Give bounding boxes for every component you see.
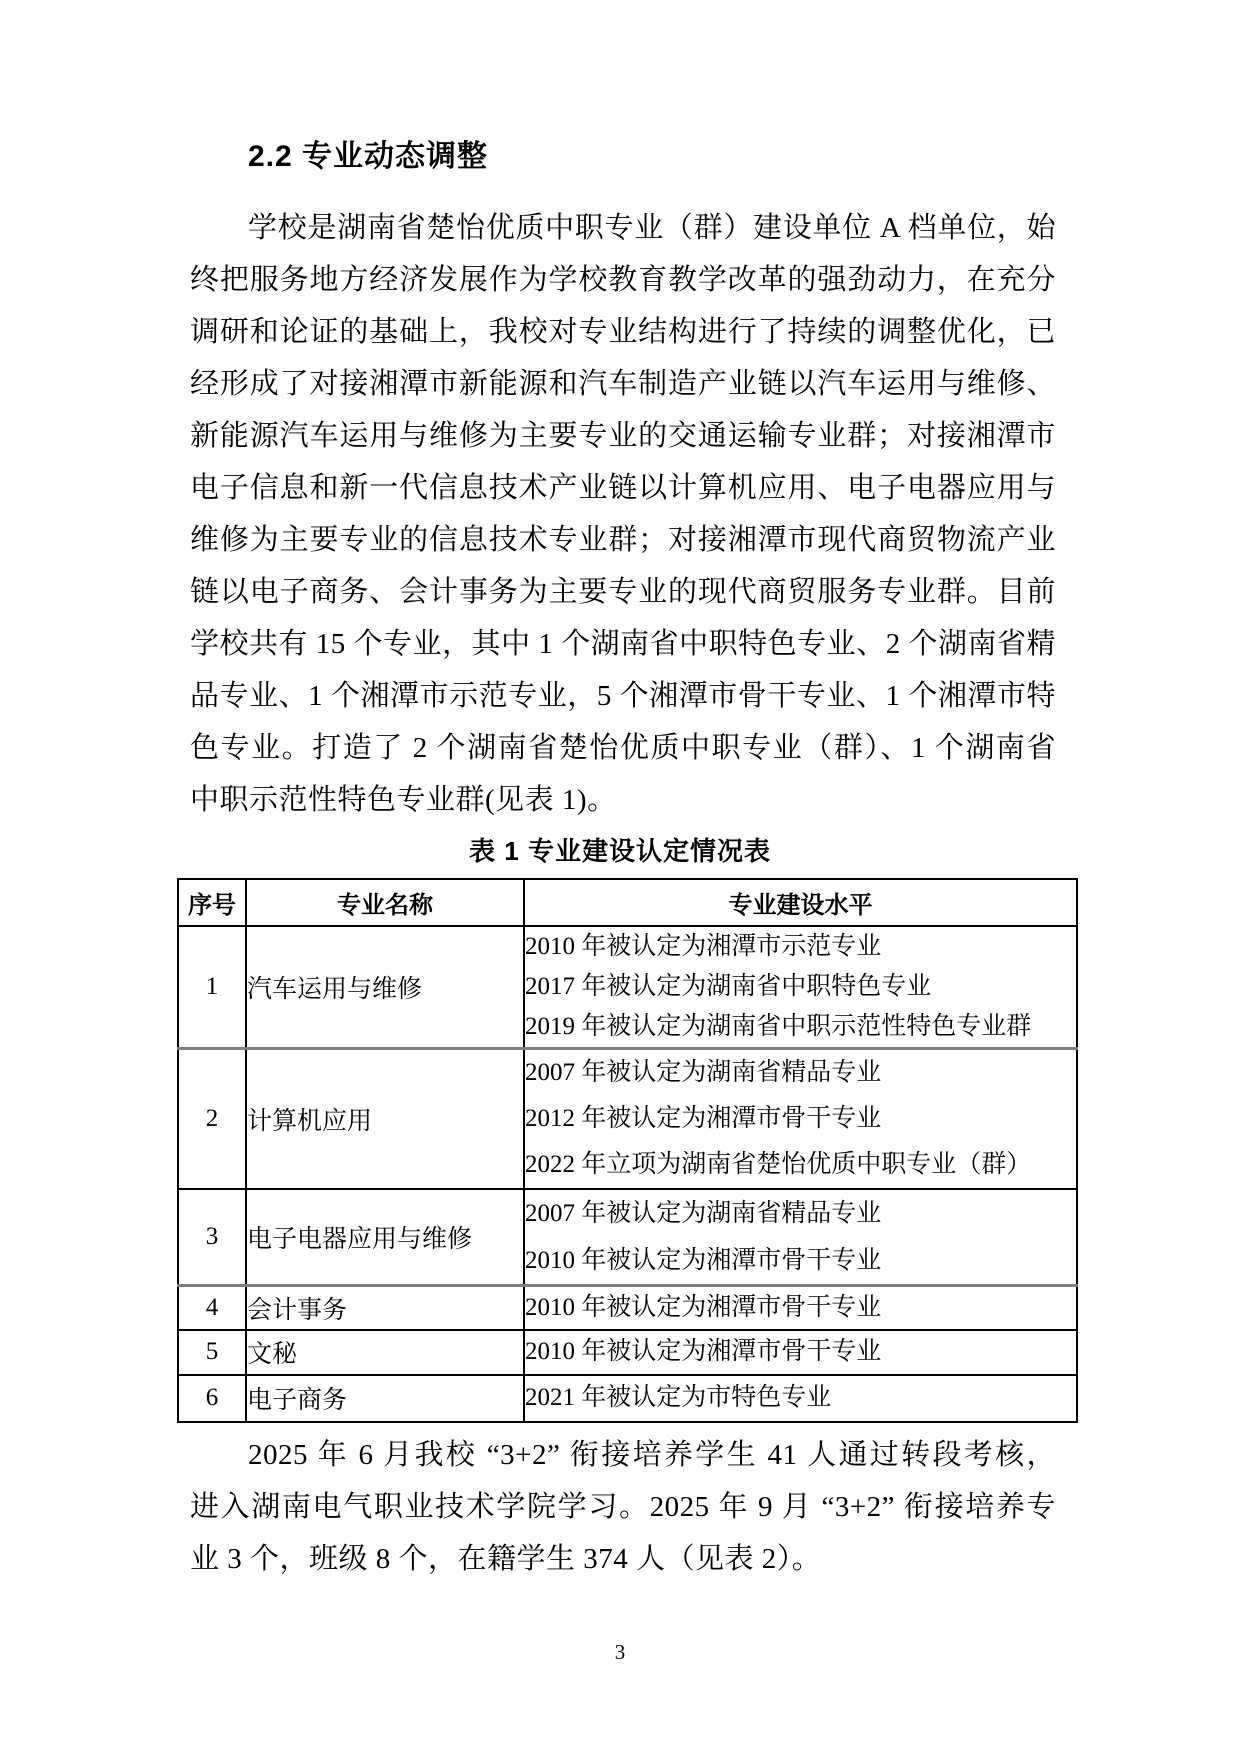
level-cell <box>524 1286 1077 1330</box>
paragraph-line: 2025 年 6 月我校 “3+2” 衔接培养学生 41 人通过转段考核， <box>248 1438 1056 1471</box>
major-recognition-table <box>177 878 1078 1423</box>
page-number: 3 <box>614 1639 626 1664</box>
paragraph-line: 学校共有 15 个专业，其中 1 个湖南省中职特色专业、2 个湖南省精 <box>190 628 1056 660</box>
section-heading: 2.2 专业动态调整 <box>248 140 489 173</box>
paragraph-line: 链以电子商务、会计事务为主要专业的现代商贸服务专业群。目前 <box>190 576 1056 608</box>
major-name-cell: 电子商务 <box>246 1375 524 1422</box>
level-cell <box>524 1375 1077 1422</box>
level-line: 2017 年被认定为湖南省中职特色专业 <box>525 973 932 1000</box>
row-number-cell: 3 <box>178 1189 246 1286</box>
paragraph-line: 新能源汽车运用与维修为主要专业的交通运输专业群；对接湘潭市 <box>190 420 1056 452</box>
major-name-cell: 汽车运用与维修 <box>246 926 524 1049</box>
paragraph-line: 电子信息和新一代信息技术产业链以计算机应用、电子电器应用与 <box>190 472 1056 504</box>
header-cell-level: 专业建设水平 <box>524 879 1077 926</box>
row-number-cell: 6 <box>178 1375 246 1422</box>
table-row <box>178 1375 1077 1422</box>
paragraph-3plus2 <box>190 1429 1056 1585</box>
paragraph-line: 色专业。打造了 2 个湖南省楚怡优质中职专业（群）、1 个湖南省 <box>190 732 1056 764</box>
level-line: 2010 年被认定为湘潭市示范专业 <box>525 933 882 960</box>
level-line: 2007 年被认定为湖南省精品专业 <box>525 1200 882 1227</box>
level-cell <box>524 1049 1077 1190</box>
paragraph-line: 调研和论证的基础上，我校对专业结构进行了持续的调整优化，已 <box>190 316 1056 348</box>
major-name-cell: 电子电器应用与维修 <box>246 1189 524 1286</box>
paragraph-line: 学校是湖南省楚怡优质中职专业（群）建设单位 A 档单位，始 <box>248 212 1056 244</box>
level-cell <box>524 1189 1077 1286</box>
paragraph-major-adjustment <box>190 202 1056 826</box>
paragraph-line: 中职示范性特色专业群(见表 1)。 <box>190 784 617 816</box>
table-header-row <box>178 879 1077 926</box>
major-name-cell: 会计事务 <box>246 1286 524 1330</box>
header-cell-seq: 序号 <box>178 879 246 926</box>
paragraph-line: 经形成了对接湘潭市新能源和汽车制造产业链以汽车运用与维修、 <box>190 368 1056 400</box>
level-line: 2021 年被认定为市特色专业 <box>525 1384 832 1411</box>
level-line: 2022 年立项为湖南省楚怡优质中职专业（群） <box>525 1151 1032 1178</box>
major-name-cell: 文秘 <box>246 1330 524 1375</box>
header-cell-name: 专业名称 <box>246 879 524 926</box>
table-row <box>178 1049 1077 1190</box>
paragraph-line: 品专业、1 个湘潭市示范专业，5 个湘潭市骨干专业、1 个湘潭市特 <box>190 680 1056 712</box>
level-line: 2007 年被认定为湖南省精品专业 <box>525 1059 882 1086</box>
major-name-cell: 计算机应用 <box>246 1049 524 1190</box>
table-row <box>178 1189 1077 1286</box>
paragraph-line: 维修为主要专业的信息技术专业群；对接湘潭市现代商贸物流产业 <box>190 524 1056 556</box>
table-caption: 表 1 专业建设认定情况表 <box>469 836 771 866</box>
level-line: 2010 年被认定为湘潭市骨干专业 <box>525 1293 882 1321</box>
level-line: 2010 年被认定为湘潭市骨干专业 <box>525 1338 882 1365</box>
row-number-cell: 5 <box>178 1330 246 1375</box>
level-line: 2012 年被认定为湘潭市骨干专业 <box>525 1105 882 1132</box>
paragraph-line: 进入湖南电气职业技术学院学习。2025 年 9 月 “3+2” 衔接培养专 <box>190 1490 1056 1523</box>
level-cell <box>524 1330 1077 1375</box>
table-row <box>178 1286 1077 1330</box>
row-number-cell: 2 <box>178 1049 246 1190</box>
paragraph-line: 终把服务地方经济发展作为学校教育教学改革的强劲动力，在充分 <box>190 264 1056 296</box>
paragraph-line: 业 3 个，班级 8 个，在籍学生 374 人（见表 2）。 <box>190 1542 822 1575</box>
row-number-cell: 4 <box>178 1286 246 1330</box>
level-cell <box>524 926 1077 1049</box>
level-line: 2019 年被认定为湖南省中职示范性特色专业群 <box>525 1013 1032 1040</box>
level-line: 2010 年被认定为湘潭市骨干专业 <box>525 1247 882 1274</box>
table-row <box>178 1330 1077 1375</box>
table-row <box>178 926 1077 1049</box>
row-number-cell: 1 <box>178 926 246 1049</box>
